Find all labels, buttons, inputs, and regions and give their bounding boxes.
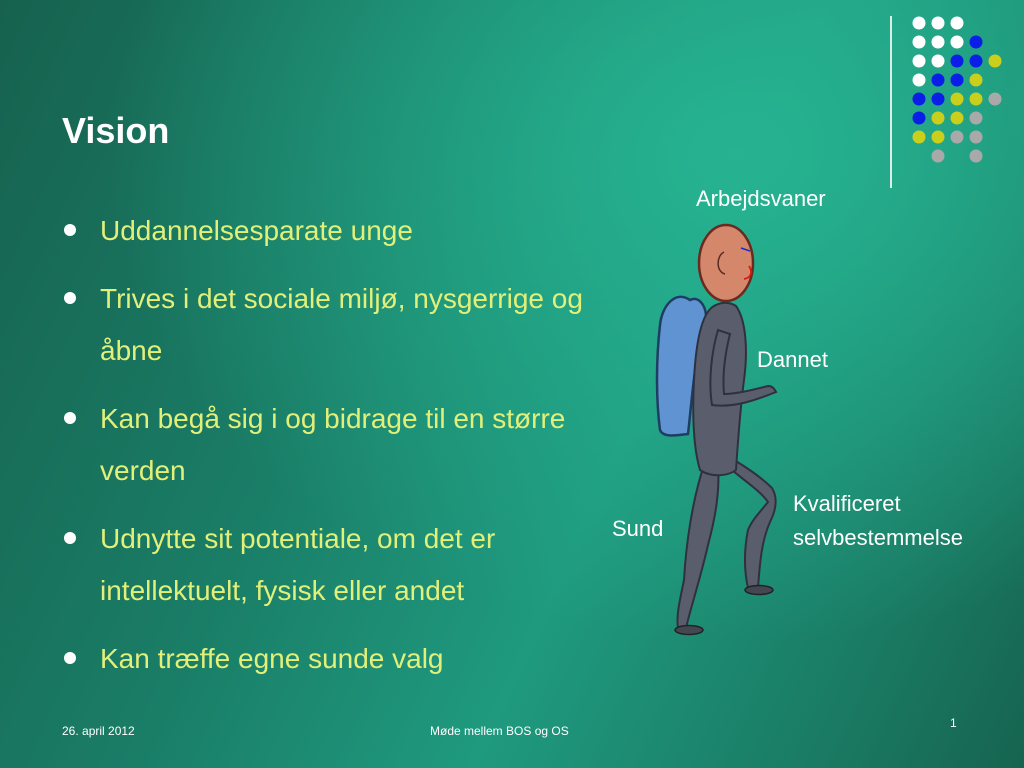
bullet-item: Udnytte sit potentiale, om det er intellektuelt, fysisk eller andet	[62, 513, 622, 617]
label-arbejdsvaner: Arbejdsvaner	[696, 186, 826, 211]
back-leg-shape	[677, 462, 718, 628]
bullet-item: Kan træffe egne sunde valg	[62, 633, 622, 685]
slide-number: 1	[950, 716, 957, 730]
front-foot-shape	[745, 586, 773, 595]
head-shape	[699, 225, 753, 301]
slide-title: Vision	[62, 110, 170, 151]
footer-center-text: Møde mellem BOS og OS	[430, 724, 569, 738]
footer-date: 26. april 2012	[62, 724, 135, 738]
bullet-item: Trives i det sociale miljø, nysgerrige og åbne	[62, 273, 622, 377]
label-sund: Sund	[612, 516, 664, 541]
bullet-item: Uddannelsesparate unge	[62, 205, 622, 257]
bullet-item: Kan begå sig i og bidrage til en større verden	[62, 393, 622, 497]
back-foot-shape	[675, 626, 703, 635]
front-leg-shape	[720, 456, 776, 588]
label-dannet: Dannet	[757, 347, 828, 372]
label-selvbestemmelse: selvbestemmelse	[793, 525, 963, 550]
label-kvalificeret: Kvalificeret	[793, 491, 901, 516]
